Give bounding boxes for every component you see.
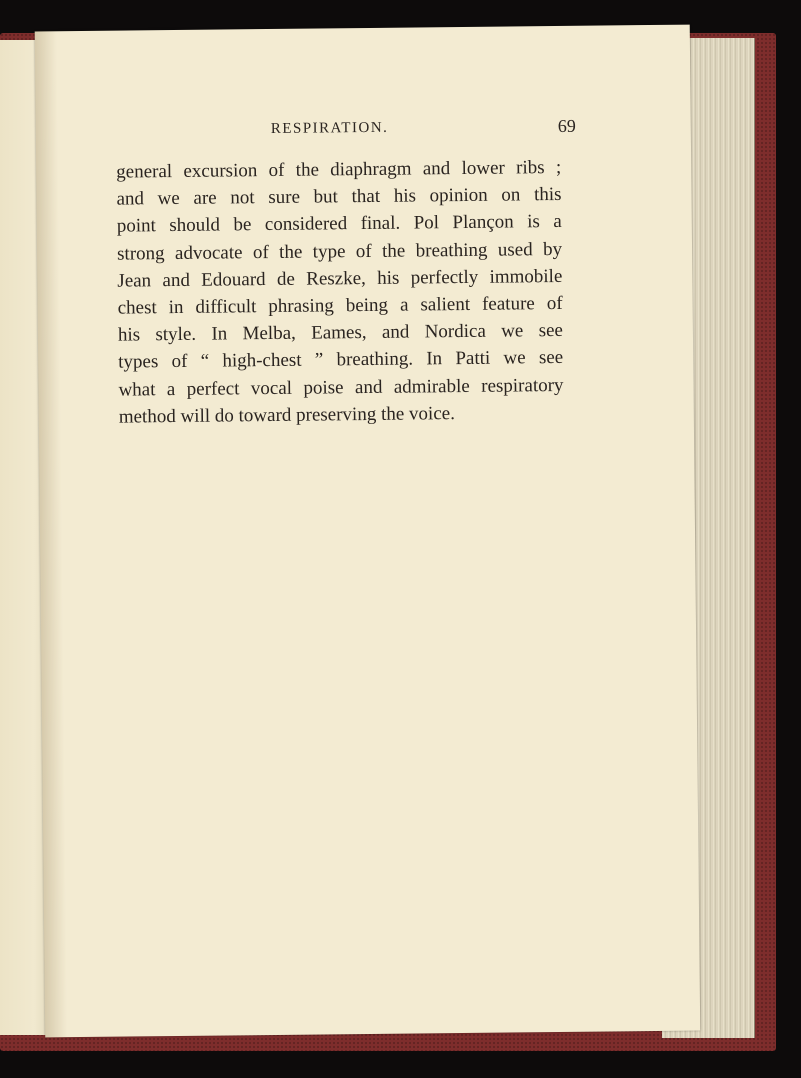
text-line: his style. In Melba, Eames, and Nordica we see: [117, 320, 564, 346]
text-line: what a perfect vocal poise and admirable respiratory: [118, 374, 564, 401]
text-line: and we are not sure but that his opinion on this: [116, 184, 562, 210]
text-line: Jean and Edouard de Reszke, his perfectly immobile: [117, 265, 563, 292]
running-head: [116, 115, 576, 147]
text-line: general excursion of the diaphragm and lower ribs ;: [116, 156, 562, 183]
page-number: 69: [557, 115, 576, 136]
text-line: point should be considered final. Pol Plançon is a: [116, 211, 562, 238]
text-line: strong advocate of the type of the breathing used by: [116, 238, 563, 265]
body-text: [116, 154, 564, 431]
text-line: types of “ high-chest ” breathing. In Patti we see: [118, 347, 564, 374]
text-line: method will do toward preserving the voice.: [118, 402, 455, 428]
text-line: chest in difficult phrasing being a salient feature of: [117, 292, 563, 319]
book-page: [35, 25, 700, 1038]
running-head-title: RESPIRATION.: [270, 119, 389, 137]
